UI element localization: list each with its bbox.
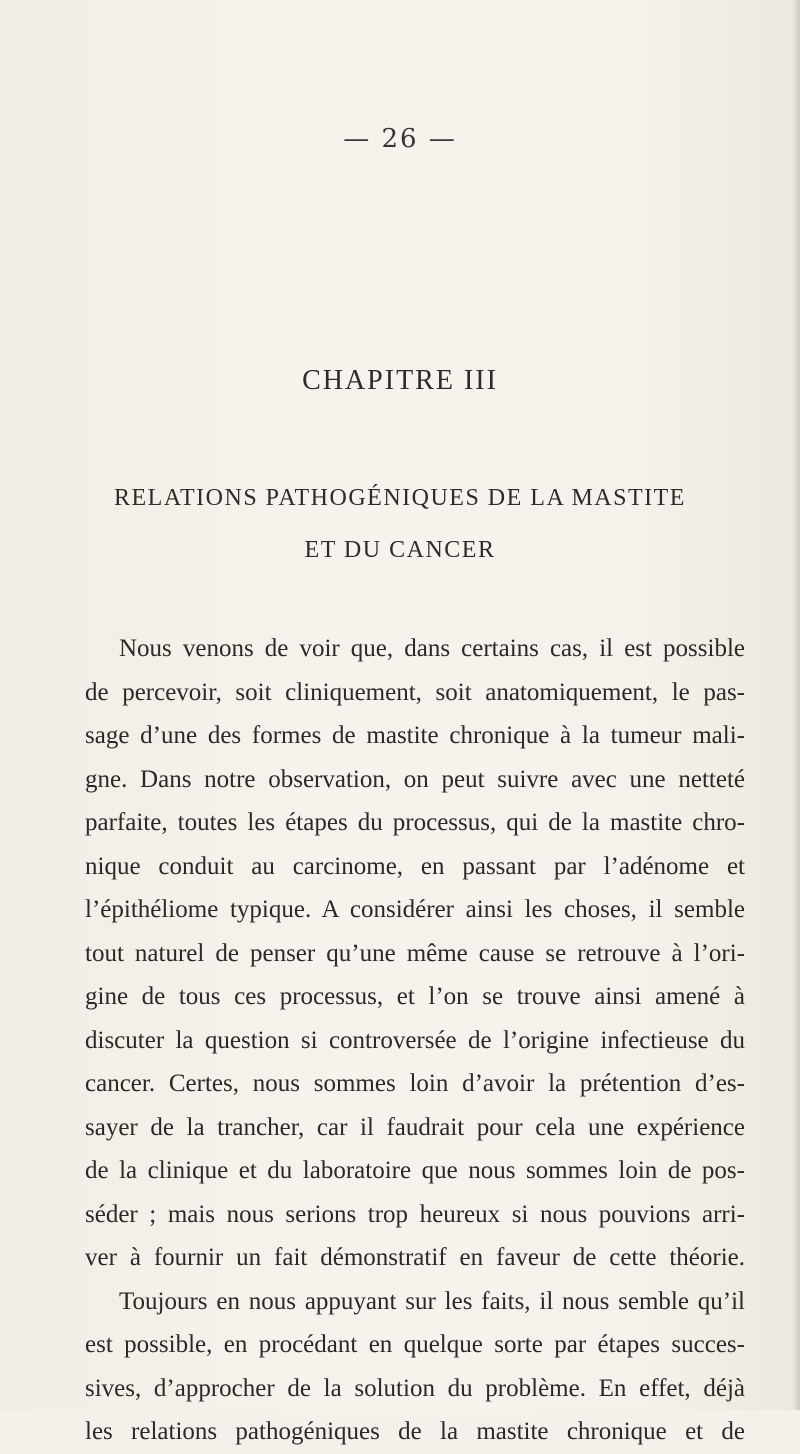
body-line: séder ; mais nous serions trop heureux si nous pouvions arri-	[85, 1200, 745, 1228]
body-line: de la clinique et du laboratoire que nous sommes loin de pos-	[85, 1157, 745, 1184]
body-line: cancer. Certes, nous sommes loin d’avoir la prétention d’es-	[85, 1070, 745, 1097]
body-line: Toujours en nous appuyant sur les faits, il nous semble qu’il	[119, 1287, 745, 1315]
body-text	[85, 627, 745, 1454]
body-line: les relations pathogéniques de la mastite chronique et de	[85, 1418, 745, 1445]
body-line: gine de tous ces processus, et l’on se trouve ainsi amené à	[85, 983, 745, 1010]
page-number: — 26 —	[343, 124, 457, 154]
chapter-title-line-2: ET DU CANCER	[304, 537, 496, 563]
body-line: est possible, en procédant en quelque sorte par étapes succes-	[85, 1331, 745, 1358]
body-line: parfaite, toutes les étapes du processus, qui de la mastite chro-	[85, 809, 745, 836]
body-line: l’épithéliome typique. A considérer ainsi les choses, il semble	[85, 896, 745, 923]
body-line: sage d’une des formes de mastite chronique à la tumeur mali-	[85, 722, 745, 749]
body-line: Nous venons de voir que, dans certains cas, il est possible	[119, 635, 745, 662]
body-line: sayer de la trancher, car il faudrait pour cela une expérience	[85, 1113, 745, 1141]
body-line: ver à fournir un fait démonstratif en faveur de cette théorie.	[85, 1244, 745, 1271]
body-line: de percevoir, soit cliniquement, soit anatomiquement, le pas-	[85, 678, 745, 706]
body-line: discuter la question si controversée de l’origine infectieuse du	[85, 1026, 745, 1054]
body-line: gne. Dans notre observation, on peut suivre avec une netteté	[85, 765, 745, 793]
body-line: tout naturel de penser qu’une même cause se retrouve à l’ori-	[85, 939, 745, 967]
page-edge-shadow	[792, 0, 800, 1410]
body-line: nique conduit au carcinome, en passant par l’adénome et	[85, 852, 745, 880]
body-line: sives, d’approcher de la solution du problème. En effet, déjà	[85, 1374, 745, 1402]
chapter-heading: CHAPITRE III	[302, 365, 498, 396]
chapter-title-line-1: RELATIONS PATHOGÉNIQUES DE LA MASTITE	[114, 485, 686, 511]
